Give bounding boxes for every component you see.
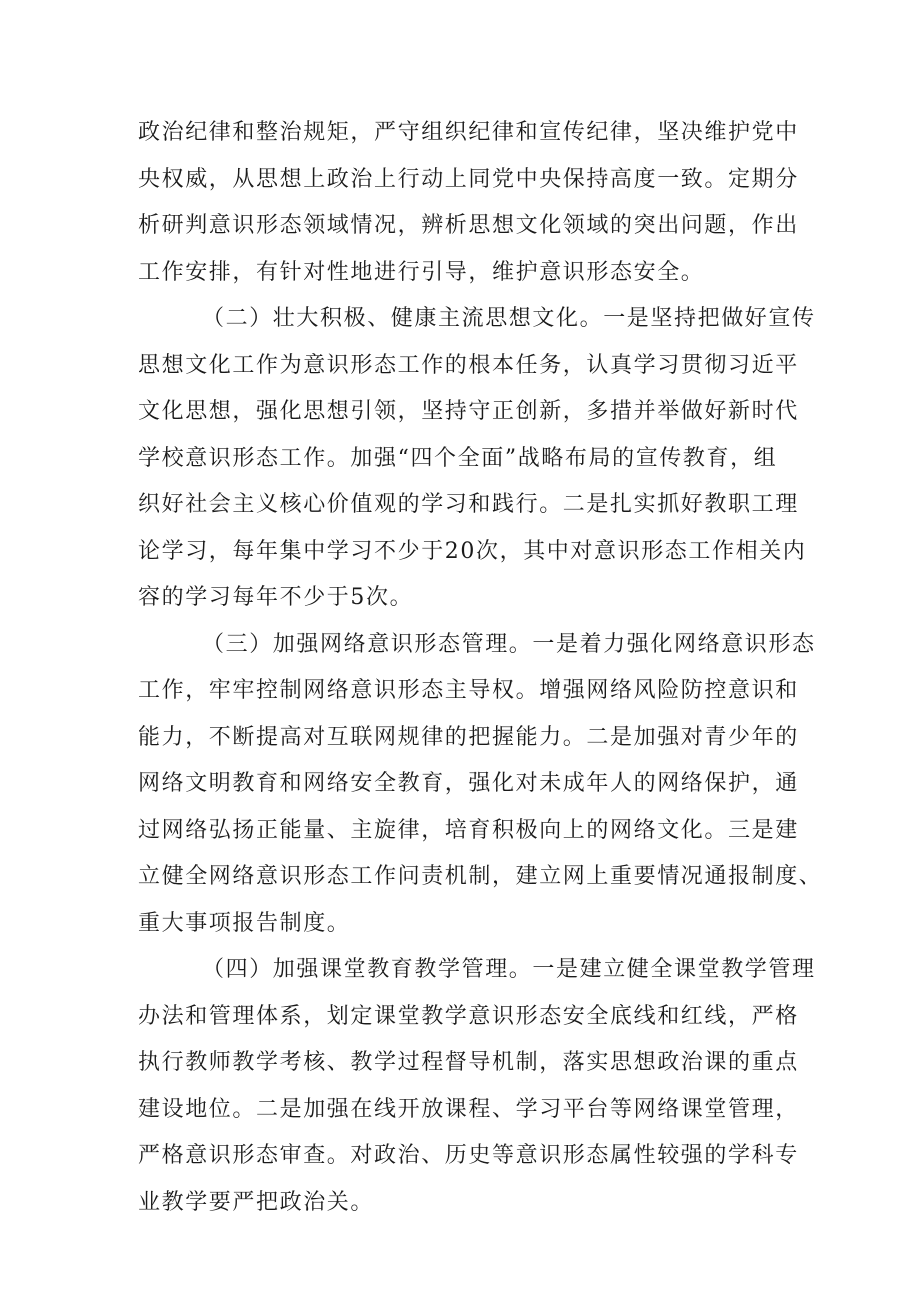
text-line: 论学习，每年集中学习不少于20次，其中对意识形态工作相关内 — [138, 538, 807, 564]
text-line: 学校意识形态工作。加强“四个全面”战略布局的宣传教育，组 — [138, 445, 778, 471]
text-line: 工作，牢牢控制网络意识形态主导权。增强网络风险防控意识和 — [138, 678, 799, 703]
text-line: 织好社会主义核心价值观的学习和践行。二是扎实抓好教职工理 — [138, 492, 799, 517]
paragraph-section-3 — [138, 622, 823, 948]
text-line: 立健全网络意识形态工作问责机制，建立网上重要情况通报制度、 — [138, 864, 823, 889]
text-line: 业教学要严把政治关。 — [138, 1189, 375, 1215]
document-body — [138, 110, 823, 1226]
text-line: 工作安排，有针对性地进行引导，维护意识形态安全。 — [138, 259, 705, 285]
text-line: 建设地位。二是加强在线开放课程、学习平台等网络课堂管理， — [138, 1096, 799, 1122]
text-line: 央权威，从思想上政治上行动上同党中央保持高度一致。定期分 — [138, 166, 799, 192]
text-line: （四）加强课堂教育教学管理。一是建立健全课堂教学管理 — [202, 957, 816, 982]
text-line: 过网络弘扬正能量、主旋律，培育积极向上的网络文化。三是建 — [138, 817, 799, 843]
paragraph-section-2 — [138, 296, 816, 622]
text-line: 能力，不断提高对互联网规律的把握能力。二是加强对青少年的 — [138, 724, 799, 750]
text-line: （三）加强网络意识形态管理。一是着力强化网络意识形态 — [202, 631, 816, 657]
paragraph-continuation — [138, 110, 798, 296]
text-line: 执行教师教学考核、教学过程督导机制，落实思想政治课的重点 — [138, 1050, 799, 1075]
text-line: 政治纪律和整治规矩，严守组织纪律和宣传纪律，坚决维护党中 — [138, 120, 799, 145]
text-line: 网络文明教育和网络安全教育，强化对未成年人的网络保护，通 — [138, 771, 799, 796]
text-line: 容的学习每年不少于5次。 — [138, 585, 414, 610]
text-line: 严格意识形态审查。对政治、历史等意识形态属性较强的学科专 — [138, 1143, 799, 1168]
paragraph-section-4 — [138, 947, 816, 1226]
text-line: 重大事项报告制度。 — [138, 910, 351, 936]
text-line: （二）壮大积极、健康主流思想文化。一是坚持把做好宣传 — [202, 306, 816, 331]
text-line: 文化思想，强化思想引领，坚持守正创新，多措并举做好新时代 — [138, 399, 799, 424]
text-line: 析研判意识形态领域情况，辨析思想文化领域的突出问题，作出 — [138, 213, 799, 238]
text-line: 办法和管理体系，划定课堂教学意识形态安全底线和红线，严格 — [138, 1003, 799, 1029]
text-line: 思想文化工作为意识形态工作的根本任务，认真学习贯彻习近平 — [138, 352, 799, 378]
